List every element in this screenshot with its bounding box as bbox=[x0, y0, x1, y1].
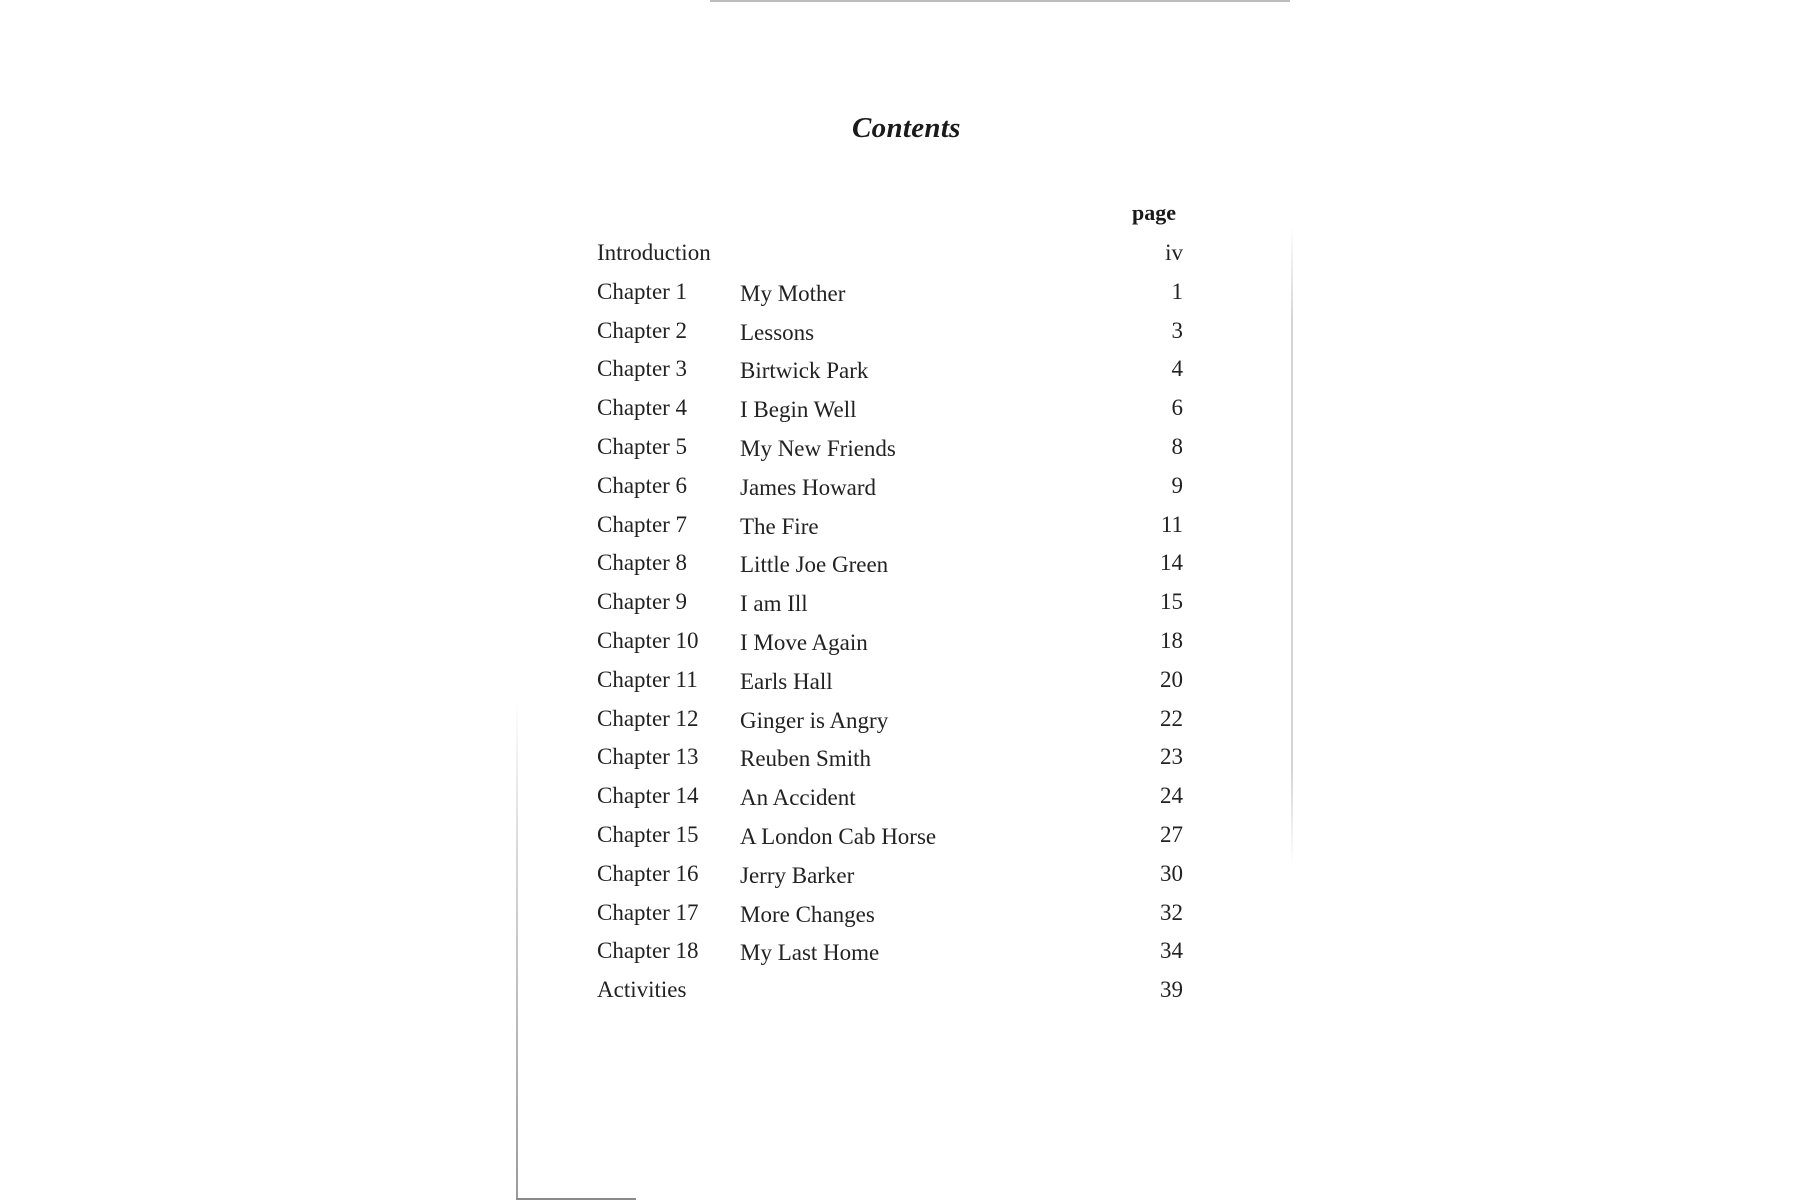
toc-entry-label: Chapter 1 bbox=[597, 278, 688, 304]
toc-entry-page-number: 22 bbox=[1160, 705, 1183, 731]
toc-entry-page-number: 30 bbox=[1160, 860, 1183, 886]
toc-entry bbox=[597, 467, 1183, 506]
toc-entry-title: An Accident bbox=[740, 785, 856, 811]
toc-entry-title: Lessons bbox=[740, 319, 815, 345]
toc-entry bbox=[597, 583, 1183, 622]
toc-entry bbox=[597, 544, 1183, 583]
toc-entry-label: Chapter 12 bbox=[597, 705, 699, 731]
toc-entry-page-number: 11 bbox=[1160, 511, 1183, 537]
toc-entry-label: Chapter 14 bbox=[597, 783, 699, 809]
toc-entry bbox=[597, 350, 1183, 389]
toc-entry-page-number: iv bbox=[1165, 240, 1183, 265]
toc-entry bbox=[597, 234, 1183, 273]
toc-entry-title: More Changes bbox=[740, 901, 875, 927]
toc-entry-page-number: 8 bbox=[1171, 433, 1183, 459]
toc-entry-page-number: 20 bbox=[1160, 666, 1183, 692]
page-edge-top bbox=[710, 0, 1290, 2]
toc-entry-label: Chapter 11 bbox=[597, 666, 698, 692]
toc-entry-page-number: 15 bbox=[1160, 589, 1183, 615]
toc-entry-title: My Mother bbox=[740, 280, 846, 306]
toc-entry-page-number: 4 bbox=[1171, 356, 1183, 382]
toc-entry bbox=[597, 622, 1183, 661]
toc-entry-label: Chapter 17 bbox=[597, 899, 699, 925]
toc-entry-page-number: 23 bbox=[1160, 744, 1183, 770]
toc-entry bbox=[597, 777, 1183, 816]
toc-entry bbox=[597, 389, 1183, 428]
toc-entry-label: Activities bbox=[597, 977, 687, 1003]
toc-entry-label: Chapter 15 bbox=[597, 821, 699, 847]
toc-entry bbox=[597, 894, 1183, 933]
toc-entry-title: Little Joe Green bbox=[740, 552, 889, 578]
toc-entry-label: Introduction bbox=[597, 240, 711, 265]
toc-entry-title: My New Friends bbox=[740, 435, 896, 461]
toc-entry bbox=[597, 273, 1183, 312]
toc-entry-title: I Move Again bbox=[740, 629, 868, 655]
toc-entry-page-number: 14 bbox=[1160, 550, 1183, 576]
toc-entry-page-number: 39 bbox=[1160, 977, 1183, 1003]
toc-entry-label: Chapter 9 bbox=[597, 589, 688, 615]
toc-entry-label: Chapter 5 bbox=[597, 433, 688, 459]
toc-entry-title: Jerry Barker bbox=[740, 862, 855, 888]
toc-entry bbox=[597, 506, 1183, 545]
toc-entry-label: Chapter 6 bbox=[597, 472, 688, 498]
toc-entry-label: Chapter 8 bbox=[597, 550, 688, 576]
toc-entry-label: Chapter 13 bbox=[597, 744, 699, 770]
toc-entry-label: Chapter 3 bbox=[597, 356, 688, 382]
toc-entry-page-number: 6 bbox=[1171, 395, 1183, 421]
contents-heading: Contents bbox=[852, 112, 961, 144]
toc-entry-label: Chapter 2 bbox=[597, 317, 688, 343]
toc-entry-page-number: 34 bbox=[1160, 938, 1183, 964]
toc-entry-label: Chapter 4 bbox=[597, 395, 688, 421]
toc-entry-title: I am Ill bbox=[740, 591, 808, 617]
toc-entry bbox=[597, 816, 1183, 855]
toc-entry-title: I Begin Well bbox=[740, 397, 857, 423]
toc-entry-page-number: 3 bbox=[1171, 317, 1183, 343]
toc-entry-title: A London Cab Horse bbox=[740, 823, 937, 849]
toc-entry-title: Earls Hall bbox=[740, 668, 833, 694]
toc-entry-page-number: 32 bbox=[1160, 899, 1183, 925]
toc-entry-title: James Howard bbox=[740, 474, 877, 500]
toc-entry-title: Birtwick Park bbox=[740, 358, 869, 384]
table-of-contents bbox=[597, 234, 1183, 1010]
toc-entry bbox=[597, 855, 1183, 894]
toc-entry-label: Chapter 16 bbox=[597, 860, 699, 886]
page-edge-left bbox=[516, 700, 518, 1200]
toc-entry-title: Reuben Smith bbox=[740, 746, 871, 772]
toc-entry bbox=[597, 312, 1183, 351]
toc-entry-label: Chapter 7 bbox=[597, 511, 688, 537]
toc-entry bbox=[597, 428, 1183, 467]
page-edge-right bbox=[1291, 225, 1293, 865]
toc-entry-label: Chapter 18 bbox=[597, 938, 699, 964]
toc-entry-label: Chapter 10 bbox=[597, 627, 699, 653]
toc-entry bbox=[597, 971, 1183, 1010]
toc-entry-page-number: 9 bbox=[1171, 472, 1183, 498]
toc-entry-title: My Last Home bbox=[740, 940, 880, 966]
toc-entry bbox=[597, 661, 1183, 700]
toc-entry-page-number: 1 bbox=[1171, 278, 1183, 304]
toc-entry-page-number: 18 bbox=[1160, 627, 1183, 653]
toc-entry-page-number: 27 bbox=[1160, 821, 1183, 847]
toc-entry-title: Ginger is Angry bbox=[740, 707, 889, 733]
toc-entry bbox=[597, 932, 1183, 971]
toc-entry-page-number: 24 bbox=[1160, 783, 1183, 809]
page-column-heading: page bbox=[1132, 200, 1176, 225]
toc-entry bbox=[597, 700, 1183, 739]
toc-entry-title: The Fire bbox=[740, 513, 819, 539]
toc-entry bbox=[597, 738, 1183, 777]
